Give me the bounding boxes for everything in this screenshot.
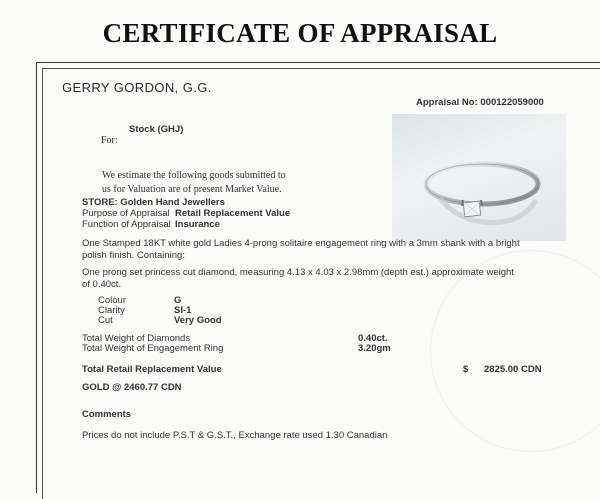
- appraisal-number: Appraisal No: 000122059000: [416, 97, 544, 108]
- purpose-label: Purpose of Appraisal: [82, 208, 170, 219]
- estimate-statement: [102, 169, 286, 197]
- grade-value-cut: Very Good: [174, 315, 222, 326]
- total-label: Total Retail Replacement Value: [82, 364, 222, 375]
- weight-label-diamonds: Total Weight of Diamonds: [82, 333, 191, 344]
- weight-value-ring: 3.20gm: [358, 343, 391, 354]
- ring-icon: [392, 114, 566, 241]
- function-label: Function of Appraisal: [82, 219, 171, 230]
- appraiser-name: GERRY GORDON, G.G.: [62, 80, 212, 95]
- ring-photo: [392, 114, 566, 241]
- estimate-line-1: We estimate the following goods submitted to: [102, 170, 286, 181]
- comments-heading: Comments: [82, 409, 132, 420]
- total-currency: $: [463, 364, 469, 375]
- gold-price: GOLD @ 2460.77 CDN: [82, 382, 182, 393]
- estimate-line-2: us for Valuation are of present Market Value.: [102, 184, 282, 195]
- grade-label-clarity: Clarity: [98, 305, 125, 316]
- grade-label-colour: Colour: [98, 295, 126, 306]
- store-name: STORE: Golden Hand Jewellers: [82, 197, 225, 208]
- diamond-description-line-2: of 0.40ct.: [82, 279, 122, 290]
- function-value: Insurance: [175, 219, 220, 230]
- stock-code: Stock (GHJ): [129, 124, 184, 135]
- purpose-value: Retail Replacement Value: [175, 208, 291, 219]
- grade-value-colour: G: [174, 295, 182, 306]
- for-label: For:: [101, 135, 118, 146]
- diamond-description: [82, 267, 514, 291]
- item-description: [82, 238, 520, 262]
- weight-value-diamonds: 0.40ct.: [358, 333, 388, 344]
- grade-value-clarity: SI-1: [174, 305, 192, 316]
- item-description-line-1: One Stamped 18KT white gold Ladies 4-prong solitaire engagement ring with a 3mm shank with a bright: [82, 238, 520, 249]
- diamond-description-line-1: One prong set princess cut diamond, measuring 4.13 x 4.03 x 2.98mm (depth est.) approximate weight: [82, 267, 514, 278]
- grade-label-cut: Cut: [98, 315, 113, 326]
- item-description-line-2: polish finish. Containing:: [82, 250, 185, 261]
- comments-text: Prices do not include P.S.T & G.S.T., Exchange rate used 1.30 Canadian: [82, 430, 388, 441]
- certificate-title: CERTIFICATE OF APPRAISAL: [102, 18, 498, 48]
- total-value: 2825.00 CDN: [484, 364, 542, 375]
- weight-label-ring: Total Weight of Engagement Ring: [82, 343, 224, 354]
